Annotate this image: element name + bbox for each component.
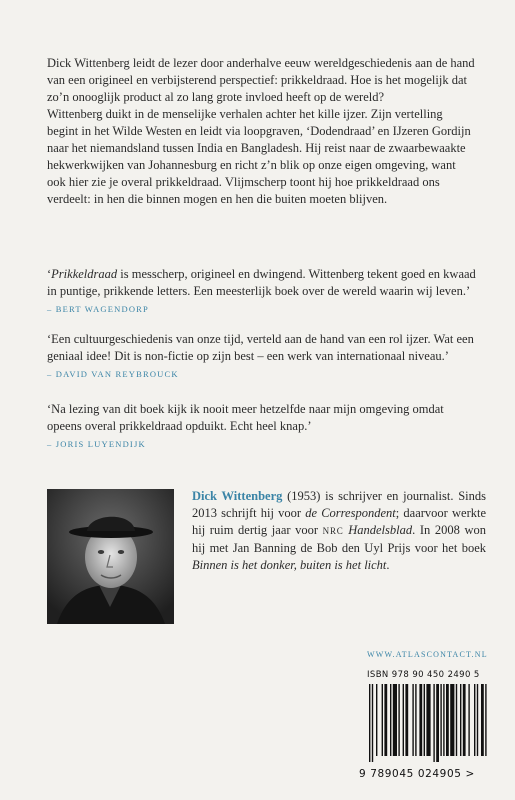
- quote-author: – JORIS LUYENDIJK: [47, 439, 146, 449]
- barcode-bar: [436, 684, 439, 762]
- barcode-bar: [412, 684, 413, 756]
- barcode-bar: [450, 684, 454, 756]
- bio-text: (1953) is schrijver en journalist. Sinds 2013 schrijft hij voor: [192, 489, 486, 520]
- quote-author: – BERT WAGENDORP: [47, 304, 149, 314]
- barcode-bar: [463, 684, 466, 756]
- quote-text: is messcherp, origineel en dwingend. Wittenberg tekent goed en kwaad in puntige, prikkende letters. Een meesterlijk boek over de wereld waarin wij leven.’: [47, 267, 476, 298]
- barcode-bar: [485, 684, 486, 756]
- bio-text: ; daarvoor werkte hij ruim dertig jaar voor: [192, 506, 487, 537]
- barcode-bar: [443, 684, 444, 756]
- barcode-bar: [481, 684, 484, 756]
- barcode-bar: [433, 684, 434, 762]
- barcode-bar: [415, 684, 416, 756]
- review-quote-1: [47, 266, 477, 318]
- bio-text: . In 2008 won hij met Jan Banning de Bob den Uyl Prijs voor het boek: [192, 523, 486, 555]
- barcode-bar: [376, 684, 377, 756]
- author-photo: [47, 489, 174, 624]
- isbn-label: ISBN 978 90 450 2490 5: [367, 670, 480, 680]
- bio-publication: de Correspondent: [305, 506, 396, 520]
- barcode-bars: [367, 684, 490, 762]
- barcode-bar: [460, 684, 461, 756]
- author-portrait-image: [47, 489, 174, 624]
- publisher-url[interactable]: WWW.ATLASCONTACT.NL: [367, 650, 488, 659]
- barcode-bar: [477, 684, 478, 756]
- barcode-bar: [369, 684, 370, 762]
- quote-author: – DAVID VAN REYBROUCK: [47, 369, 179, 379]
- author-bio: [192, 488, 486, 574]
- barcode-bar: [446, 684, 449, 756]
- barcode-bar: [398, 684, 399, 756]
- barcode-bar: [390, 684, 391, 756]
- barcode-bar: [468, 684, 469, 756]
- barcode-bar: [382, 684, 383, 756]
- quote-book-title: Prikkeldraad: [51, 267, 118, 281]
- back-cover-blurb: [47, 55, 477, 208]
- barcode-bar: [474, 684, 475, 756]
- quote-text: ‘Na lezing van dit boek kijk ik nooit meer hetzelfde naar mijn omgeving omdat opeens overal prikkeldraad opduikt. Echt heel knap.’: [47, 402, 444, 433]
- barcode-bar: [424, 684, 425, 756]
- barcode-bar: [456, 684, 457, 756]
- blurb-paragraph-1: Dick Wittenberg leidt de lezer door anderhalve eeuw wereldgeschiedenis aan de hand van een origineel en verbijsterend perspectief: prikkeldraad. Hoe is het mogelijk dat zo’n onooglijk product al zo lang grote invloed heeft op de wereld?: [47, 56, 475, 104]
- barcode-digits: 9 789045 024905 >: [359, 768, 475, 780]
- barcode: [367, 684, 490, 762]
- review-quote-2: [47, 331, 477, 383]
- bio-publication-smallcaps: NRC: [322, 526, 344, 536]
- barcode-bar: [384, 684, 387, 756]
- bio-publication: Handelsblad: [348, 523, 413, 537]
- bio-book-title: Binnen is het donker, buiten is het licht: [192, 558, 387, 572]
- barcode-bar: [405, 684, 408, 756]
- quote-open-mark: ‘: [47, 267, 52, 281]
- barcode-bar: [393, 684, 397, 756]
- barcode-bar: [372, 684, 373, 762]
- barcode-bar: [403, 684, 404, 756]
- bio-text: .: [386, 558, 390, 572]
- barcode-bar: [426, 684, 430, 756]
- barcode-bar: [440, 684, 441, 756]
- review-quote-3: [47, 401, 477, 453]
- author-name: Dick Wittenberg: [192, 489, 283, 503]
- blurb-paragraph-2: Wittenberg duikt in de menselijke verhalen achter het kille ijzer. Zijn vertelling begint in het Wilde Westen en leidt via loopgraven, ‘Dodendraad’ en IJzeren Gordijn naar het niemandsland tussen India en Bangladesh. Hij reist naar de zwaarbewaakte hekwerkwijken van Johannesburg en richt z’n blik op onze eigen omgeving, want ook hier zie je overal prikkeldraad. Vlijmscherp toont hij hoe prikkeldraad ons verdeelt: in hen die binnen mogen en hen die buiten moeten blijven.: [47, 107, 471, 206]
- barcode-bar: [419, 684, 422, 756]
- quote-text: ‘Een cultuurgeschiedenis van onze tijd, verteld aan de hand van een rol ijzer. Wat een geniaal idee! Dit is non-fictie op zijn best – een werk van internationaal niveau.’: [47, 332, 474, 363]
